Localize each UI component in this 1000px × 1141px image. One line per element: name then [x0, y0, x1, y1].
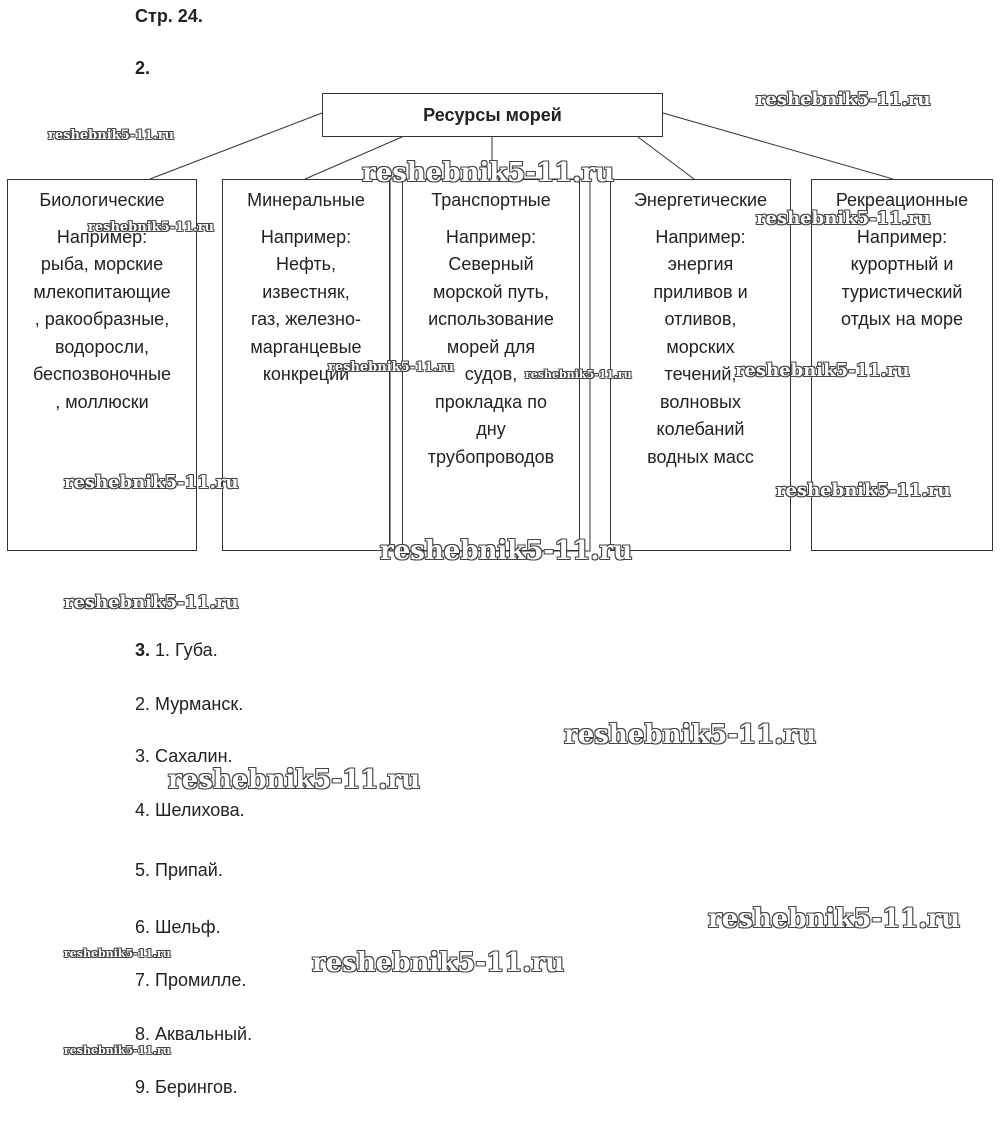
- connector-biological: [150, 113, 322, 179]
- category-title: Рекреационные: [835, 190, 969, 210]
- category-example-label: Например:: [655, 226, 746, 247]
- answer-item: 5. Припай.: [135, 860, 223, 880]
- connector-mineral: [305, 137, 402, 179]
- category-body: Северный морской путь, использование морей для судов, прокладка по дну трубопроводов: [427, 254, 555, 467]
- category-body: курортный и туристический отдых на море: [840, 254, 964, 329]
- category-body: рыба, морские млекопитающие , ракообразные, водоросли, беспозвоночные , моллюски: [32, 254, 172, 412]
- watermark: reshebnik5-11.ru: [756, 208, 931, 229]
- category-title: Транспортные: [431, 190, 551, 210]
- answer-item: [135, 640, 218, 661]
- watermark: reshebnik5-11.ru: [708, 904, 961, 934]
- category-example-label: Например:: [445, 226, 537, 247]
- category-recreation: [811, 179, 993, 551]
- answer-item: 2. Мурманск.: [135, 694, 244, 714]
- category-transport: [402, 179, 580, 551]
- watermark: reshebnik5-11.ru: [380, 536, 633, 566]
- watermark: reshebnik5-11.ru: [756, 89, 931, 110]
- watermark: reshebnik5-11.ru: [64, 1044, 171, 1057]
- category-body: Нефть, известняк, газ, железно- марганцевые конкреции: [250, 254, 362, 384]
- connector-energy: [638, 137, 694, 179]
- category-energy: [610, 179, 791, 551]
- watermark: reshebnik5-11.ru: [362, 158, 615, 188]
- answer-item: 7. Промилле.: [135, 970, 247, 990]
- connector-recreation: [663, 113, 893, 179]
- task-2-number: 2.: [135, 58, 151, 78]
- answer-item: 6. Шельф.: [135, 917, 221, 937]
- category-title: Энергетические: [633, 190, 768, 210]
- watermark: reshebnik5-11.ru: [64, 472, 239, 493]
- page-label: Стр. 24.: [135, 6, 203, 26]
- category-example-label: Например:: [260, 226, 352, 247]
- watermark: reshebnik5-11.ru: [735, 360, 910, 381]
- watermark: reshebnik5-11.ru: [64, 947, 171, 960]
- task-3-number: 3.: [135, 640, 151, 660]
- category-body: энергия приливов и отливов, морских течений, волновых колебаний водных масс: [647, 254, 754, 467]
- watermark: reshebnik5-11.ru: [776, 480, 951, 501]
- category-mineral: [222, 179, 390, 551]
- watermark: reshebnik5-11.ru: [564, 720, 817, 750]
- category-example-label: Например:: [856, 226, 948, 247]
- category-biological: [7, 179, 197, 551]
- watermark: reshebnik5-11.ru: [312, 948, 565, 978]
- answer-item: 9. Берингов.: [135, 1077, 238, 1097]
- answer-item: 3. Сахалин.: [135, 746, 233, 766]
- watermark: reshebnik5-11.ru: [64, 592, 239, 613]
- watermark: reshebnik5-11.ru: [88, 220, 215, 235]
- answer-item: 8. Аквальный.: [135, 1024, 253, 1044]
- category-title: Биологические: [39, 190, 165, 210]
- watermark: reshebnik5-11.ru: [48, 128, 175, 143]
- category-title: Минеральные: [247, 190, 365, 210]
- answer-item: 4. Шелихова.: [135, 800, 245, 820]
- root-node: Ресурсы морей: [322, 93, 663, 137]
- category-example-label: Например:: [56, 226, 148, 247]
- watermark: reshebnik5-11.ru: [328, 360, 455, 375]
- answer-text: 1. Губа.: [155, 640, 218, 660]
- watermark: reshebnik5-11.ru: [525, 368, 632, 381]
- watermark: reshebnik5-11.ru: [168, 765, 421, 795]
